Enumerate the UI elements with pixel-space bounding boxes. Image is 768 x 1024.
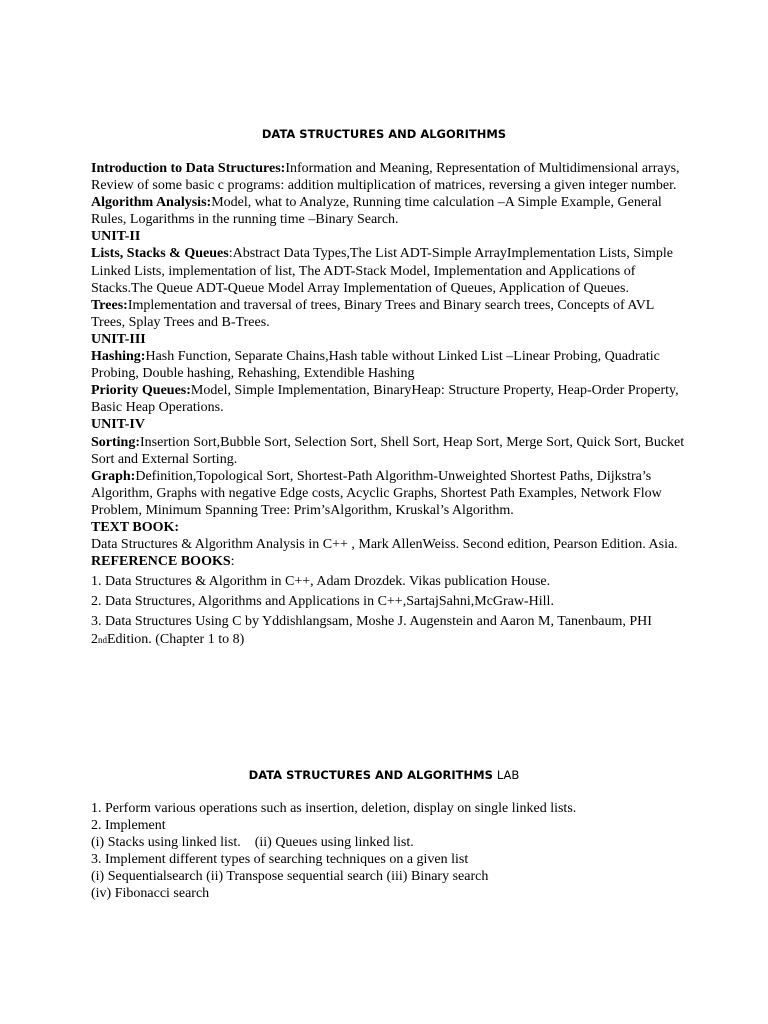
lab-item-3: 3. Implement different types of searching techniques on a given list xyxy=(91,852,469,868)
hashing-text: Hash Function, Separate Chains,Hash table without Linked List –Linear Probing, Quadratic Probing, Double hashing, Rehashing, Extendible Hashing xyxy=(91,349,660,382)
syllabus-body xyxy=(91,160,691,649)
graph-paragraph xyxy=(91,468,691,519)
reference-books-heading: REFERENCE BOOKS: xyxy=(91,554,235,570)
graph-text: Definition,Topological Sort, Shortest-Path Algorithm-Unweighted Shortest Paths, Dijkstra’s Algorithm, Graphs with negative Edge costs, Acyclic Graphs, Shortest Path Examples, Network Flow Problem, Minimum Spanning Tree: Prim’sAlgorithm, Kruskal’s Algorithm. xyxy=(91,468,662,518)
lists-paragraph xyxy=(91,245,691,296)
lab-item-2: 2. Implement xyxy=(91,818,166,834)
analysis-text: Model, what to Analyze, Running time calculation –A Simple Example, General Rules, Logarithms in the running time –Binary Search. xyxy=(91,195,662,228)
lab-item-3-detail-2: (iv) Fibonacci search xyxy=(91,886,210,902)
unit-2-heading: UNIT-II xyxy=(91,229,141,245)
textbook-entry: Data Structures & Algorithm Analysis in C++ , Mark AllenWeiss. Second edition, Pearson Edition. Asia. xyxy=(91,537,678,553)
lists-text: :Abstract Data Types,The List ADT-Simple ArrayImplementation Lists, Simple Linked Lists, implementation of list, The ADT-Stack Model, Implementation and Applications of Stacks.The Queue ADT-Queue Model Array Implementation of Queues, Application of Queues. xyxy=(91,246,673,296)
lists-label: Lists, Stacks & Queues xyxy=(91,246,229,262)
lab-item-1: 1. Perform various operations such as insertion, deletion, display on single linked lists. xyxy=(91,801,577,816)
trees-text: Implementation and traversal of trees, Binary Trees and Binary search trees, Concepts of AVL Trees, Splay Trees and B-Trees. xyxy=(91,297,654,330)
lab-body xyxy=(91,800,581,903)
reference-3: 3. Data Structures Using C by Yddishlangsam, Moshe J. Augenstein and Aaron M, Tanenbaum, PHI 2ndEdition. (Chapter 1 to 8) xyxy=(91,614,652,647)
analysis-label: Algorithm Analysis: xyxy=(91,195,212,211)
textbook-heading: TEXT BOOK: xyxy=(91,519,180,535)
lab-title: DATA STRUCTURES AND ALGORITHMS LAB xyxy=(248,768,520,782)
unit-4-heading: UNIT-IV xyxy=(91,417,145,433)
reference-2: 2. Data Structures, Algorithms and Applications in C++,SartajSahni,McGraw-Hill. xyxy=(91,594,554,610)
graph-label: Graph: xyxy=(91,468,136,484)
trees-paragraph xyxy=(91,297,691,331)
hashing-label: Hashing: xyxy=(91,349,146,365)
superscript-nd: nd xyxy=(98,634,107,645)
reference-1: 1. Data Structures & Algorithm in C++, Adam Drozdek. Vikas publication House. xyxy=(91,574,551,590)
lab-item-3-detail: (i) Sequentialsearch (ii) Transpose sequential search (iii) Binary search xyxy=(91,869,489,885)
priority-queues-paragraph xyxy=(91,382,691,416)
intro-label: Introduction to Data Structures: xyxy=(91,161,286,176)
trees-label: Trees: xyxy=(91,297,128,313)
priority-queues-text: Model, Simple Implementation, BinaryHeap: Structure Property, Heap-Order Property, Basic Heap Operations. xyxy=(91,383,679,416)
intro-paragraph xyxy=(91,160,691,194)
unit-3-heading: UNIT-III xyxy=(91,331,146,347)
page-title: DATA STRUCTURES AND ALGORITHMS xyxy=(261,127,507,141)
analysis-paragraph xyxy=(91,194,691,228)
lab-item-2-detail: (i) Stacks using linked list. (ii) Queues using linked list. xyxy=(91,835,414,851)
sorting-paragraph xyxy=(91,434,691,468)
sorting-text: Insertion Sort,Bubble Sort, Selection Sort, Shell Sort, Heap Sort, Merge Sort, Quick Sort, Bucket Sort and External Sorting. xyxy=(91,434,685,467)
intro-text: Information and Meaning, Representation of Multidimensional arrays, Review of some basic c programs: addition multiplication of matrices, reversing a given integer number. xyxy=(91,161,680,194)
hashing-paragraph xyxy=(91,348,691,382)
sorting-label: Sorting: xyxy=(91,434,140,450)
priority-queues-label: Priority Queues: xyxy=(91,383,191,399)
